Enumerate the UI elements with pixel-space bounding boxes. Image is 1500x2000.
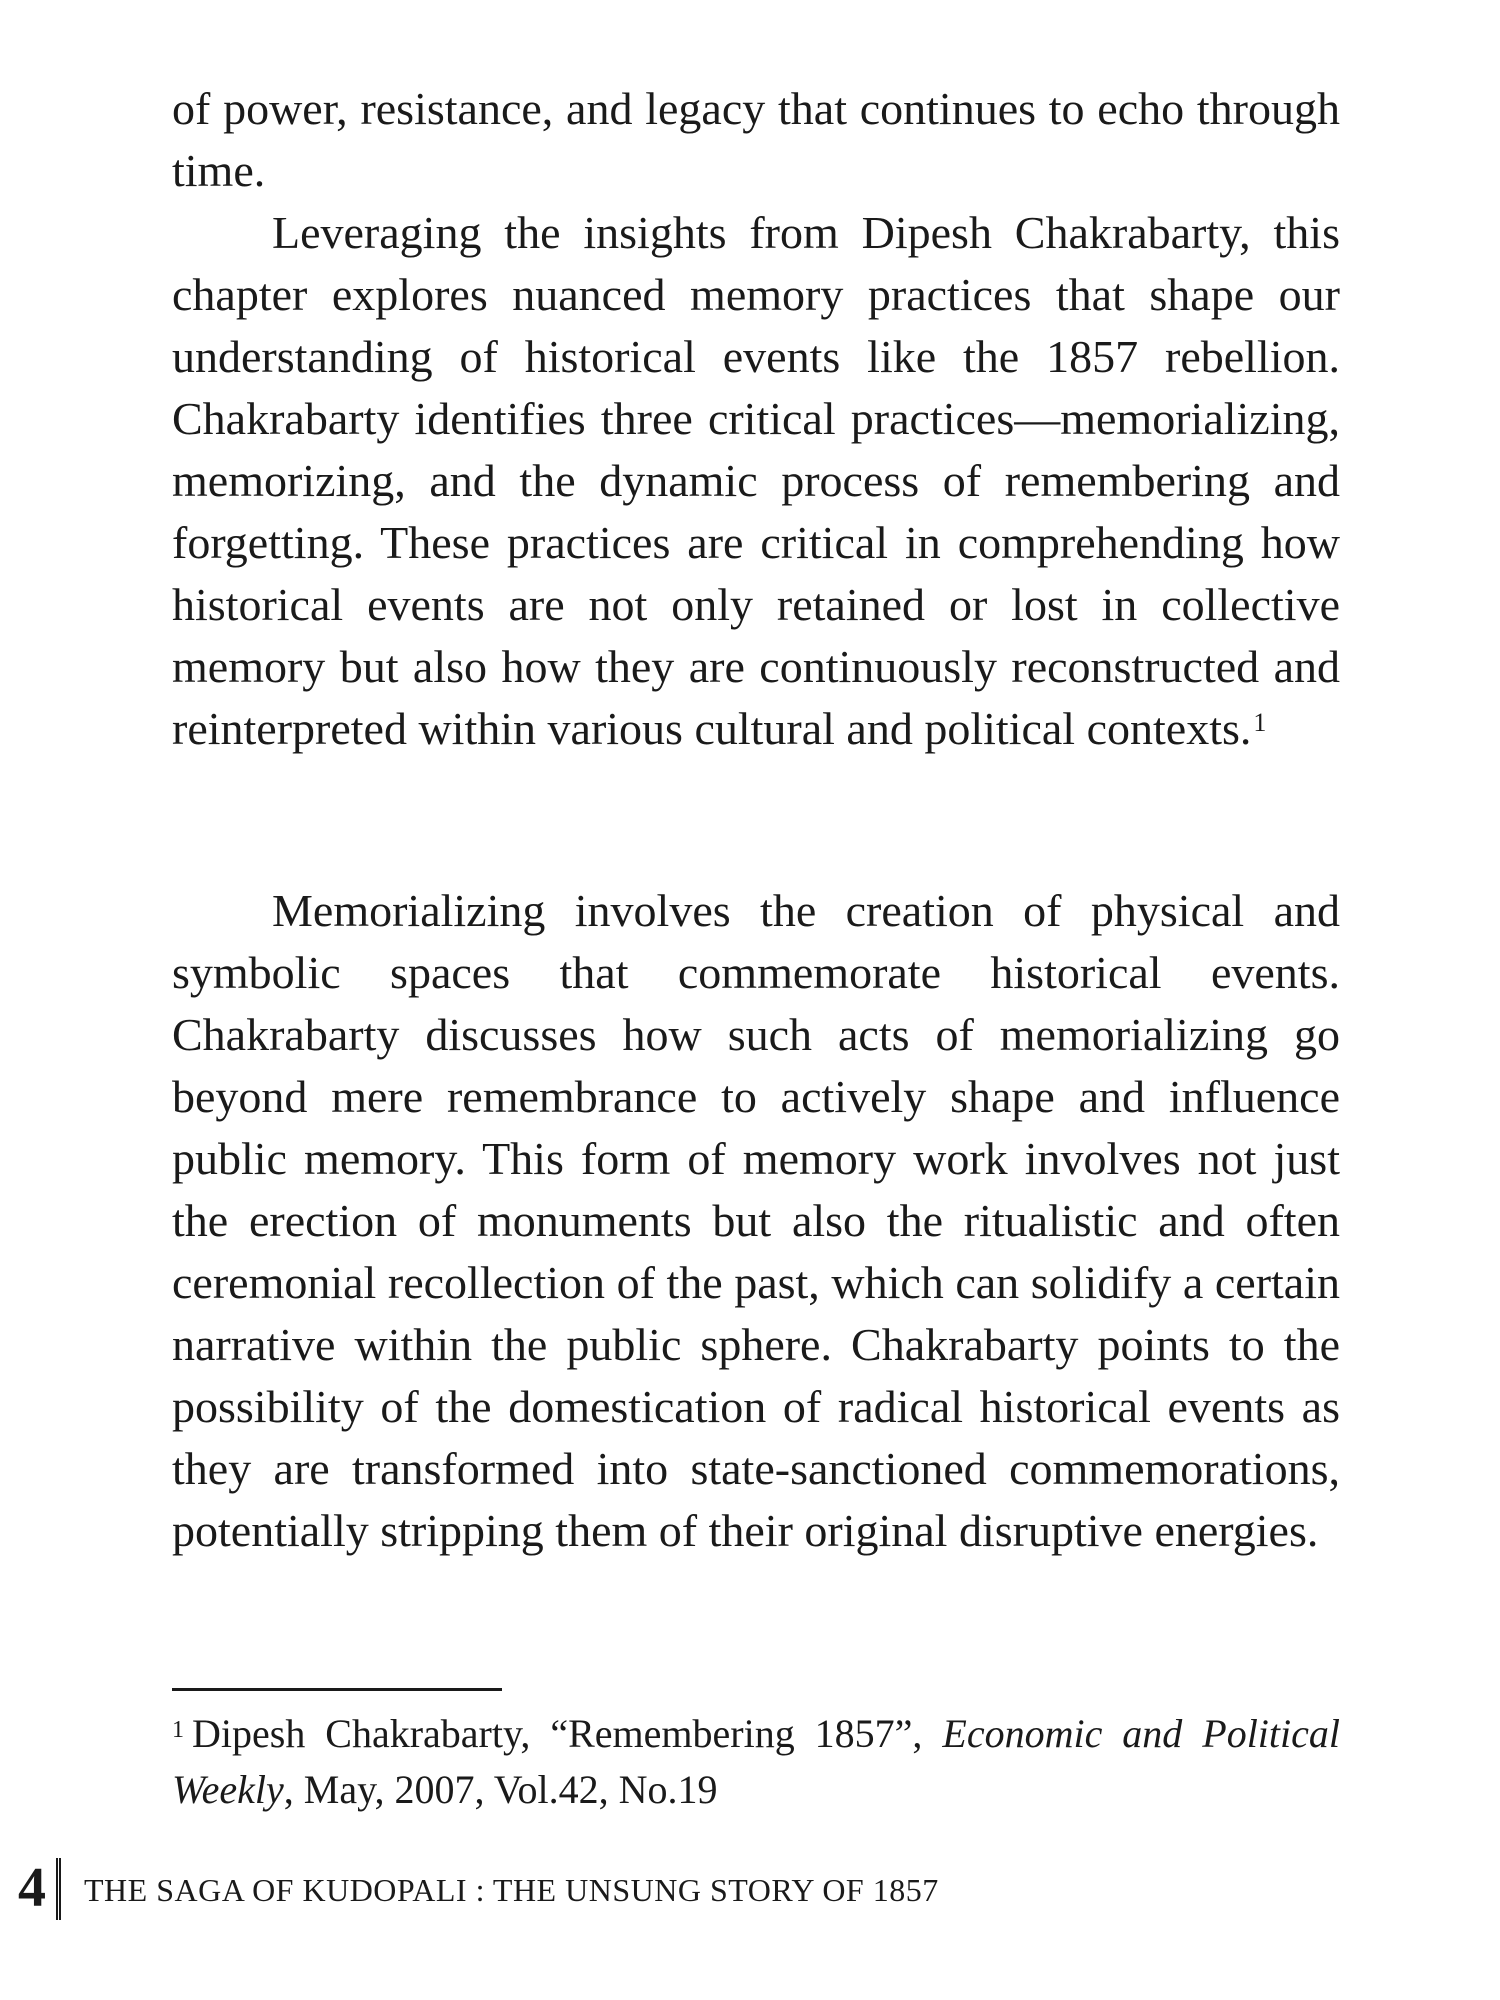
paragraph-continuation bbox=[172, 78, 1340, 202]
footnote-divider bbox=[172, 1688, 502, 1691]
footnote-journal: Economic and Political Weekly bbox=[172, 1711, 1341, 1812]
footnote-details: , May, 2007, Vol.42, No.19 bbox=[283, 1767, 718, 1812]
footnote bbox=[172, 1706, 1340, 1818]
paragraph-memorializing-text: Memorializing involves the creation of physical and symbolic spaces that commemorate historical events. Chakrabarty discusses how such acts of memorializing go beyond mere remembrance to actively shape and influence public memory. This form of memory work involves not just the erection of monuments but also the ritualistic and often ceremonial recollection of the past, which can solidify a certain narrative within the public sphere. Chakrabarty points to the possibility of the domestication of radical historical events as they are transformed into state-sanctioned commemorations, potentially stripping them of their original disruptive energies. bbox=[172, 885, 1340, 1556]
paragraph-continuation-text: of power, resistance, and legacy that continues to echo through time. bbox=[172, 83, 1340, 196]
page-number: 4 bbox=[18, 1857, 46, 1919]
paragraph-chakrabarty-practices-text bbox=[172, 202, 1340, 760]
folio-divider bbox=[56, 1858, 62, 1920]
paragraph-chakrabarty-practices-body: Leveraging the insights from Dipesh Chakrabarty, this chapter explores nuanced memory practices that shape our understanding of historical events like the 1857 rebellion. Chakrabarty identifies three critical practices—memorializing, memorizing, and the dynamic process of remembering and forgetting. These practices are critical in comprehending how historical events are not only retained or lost in collective memory but also how they are continuously reconstructed and reinterpreted within various cultural and political contexts. bbox=[172, 207, 1340, 754]
footnote-author-title: Dipesh Chakrabarty, “Remembering 1857”, bbox=[192, 1711, 923, 1756]
running-footer-title: THE SAGA OF KUDOPALI : THE UNSUNG STORY OF 1857 bbox=[84, 1872, 939, 1908]
footnote-marker: 1 bbox=[172, 1717, 184, 1743]
paragraph-chakrabarty-practices bbox=[172, 202, 1340, 760]
paragraph-memorializing bbox=[172, 880, 1340, 1562]
footnote-reference: 1 bbox=[1253, 708, 1267, 737]
